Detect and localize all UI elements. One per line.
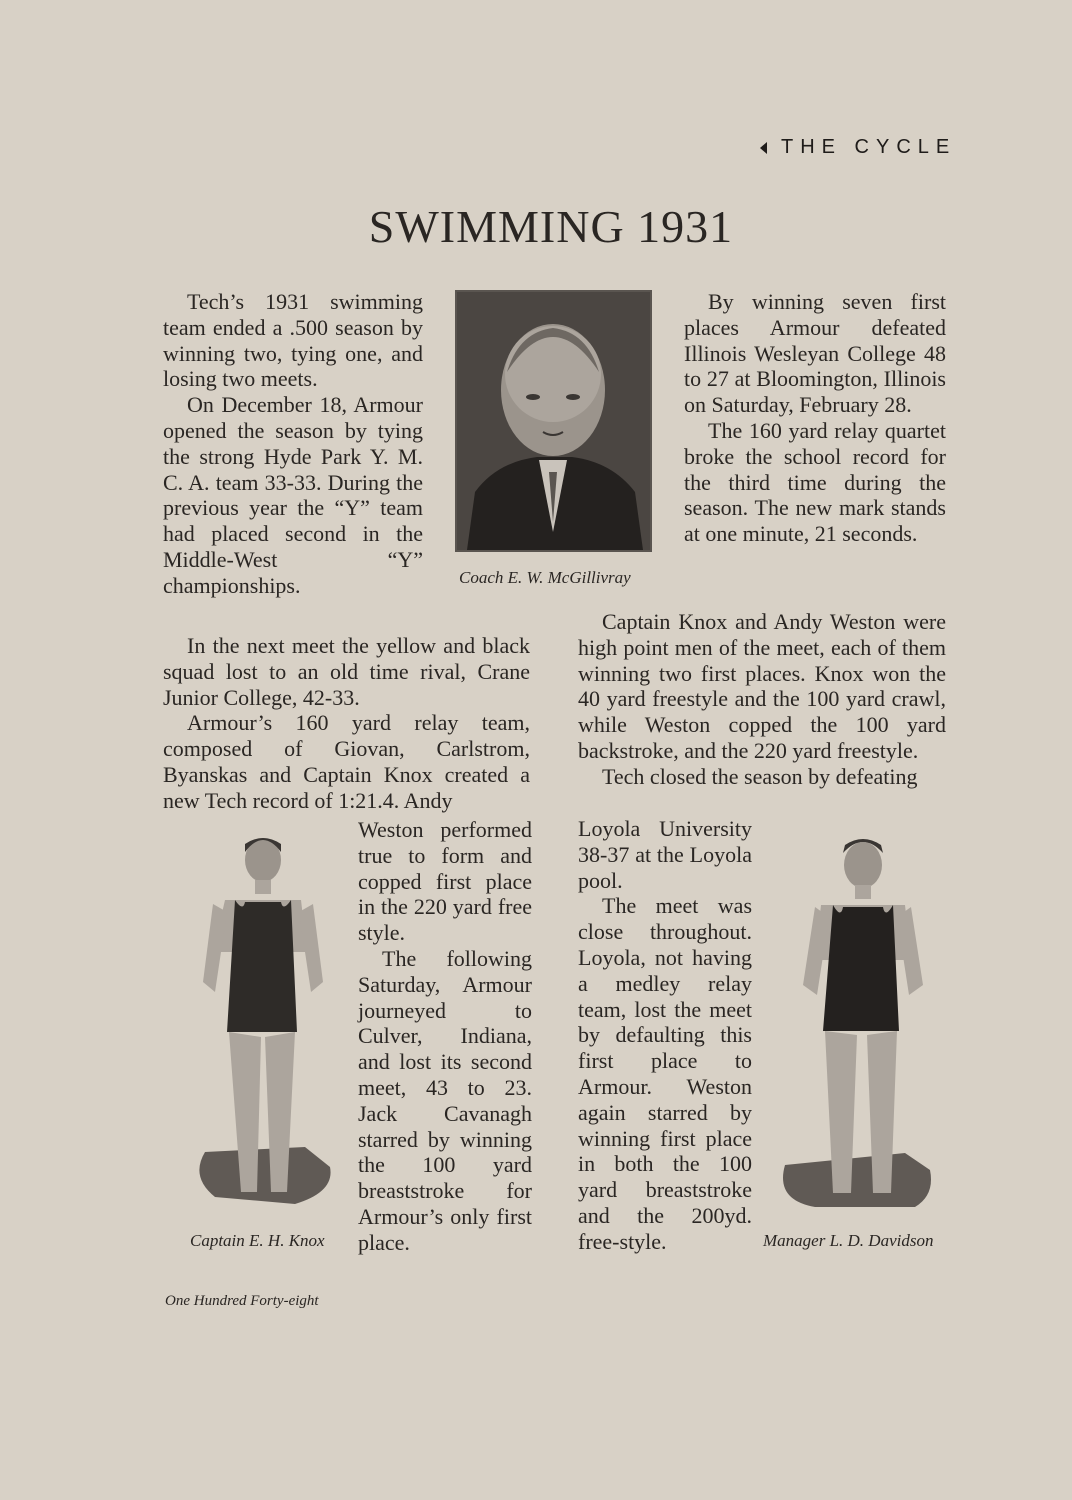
paragraph: The meet was close throughout. Loyola, not having a medley relay team, lost the meet by defaulting this first place to Armour. Weston again starred by winning first place in both the 100 yard breaststroke and the 200yd. free-style.: [578, 893, 752, 1254]
paragraph: Weston performed true to form and copped first place in the 220 yard free style.: [358, 817, 532, 946]
column-2-middle-text: [578, 609, 946, 790]
coach-portrait-image: [457, 292, 650, 550]
manager-caption: Manager L. D. Davidson: [763, 1231, 934, 1250]
running-title: THE CYCLE: [781, 136, 957, 158]
column-2-top-text: [684, 289, 946, 547]
page-number: One Hundred Forty-eight: [165, 1293, 319, 1309]
running-header: [760, 136, 960, 159]
captain-caption: Captain E. H. Knox: [190, 1231, 325, 1250]
paragraph: By winning seven first places Armour defeated Illinois Wesleyan College 48 to 27 at Bloomington, Illinois on Saturday, February 28.: [684, 289, 946, 418]
page-title: SWIMMING 1931: [368, 201, 734, 252]
paragraph: Tech’s 1931 swimming team ended a .500 season by winning two, tying one, and losing two meets.: [163, 289, 423, 392]
left-arrow-icon: [760, 142, 767, 154]
paragraph: The following Saturday, Armour journeyed to Culver, Indiana, and lost its second meet, 43 to 23. Jack Cavanagh starred by winning the 100 yard breaststroke for Armour’s only first place.: [358, 945, 532, 1255]
column-1-middle-text: [163, 633, 530, 814]
coach-photo: [455, 290, 652, 552]
manager-photo: [775, 835, 935, 1215]
column-2-bottom-text: [578, 816, 752, 1255]
column-1-bottom-text: [358, 817, 532, 1256]
paragraph: Loyola University 38-37 at the Loyola pool.: [578, 816, 752, 893]
paragraph: In the next meet the yellow and black squad lost to an old time rival, Crane Junior College, 42-33.: [163, 633, 530, 710]
coach-caption: Coach E. W. McGillivray: [459, 568, 631, 587]
column-1-top-text: [163, 289, 423, 599]
paragraph: On December 18, Armour opened the season by tying the strong Hyde Park Y. M. C. A. team 33-33. During the previous year the “Y” team had placed second in the Middle-West “Y” championships.: [163, 392, 423, 598]
paragraph: Captain Knox and Andy Weston were high point men of the meet, each of them winning two first places. Knox won the 40 yard freestyle and the 100 yard crawl, while Weston copped the 100 yard backstroke, and the 220 yard freestyle.: [578, 609, 946, 763]
paragraph: Armour’s 160 yard relay team, composed of Giovan, Carlstrom, Byanskas and Captain Knox created a new Tech record of 1:21.4. Andy: [163, 710, 530, 813]
paragraph: The 160 yard relay quartet broke the school record for the third time during the season. The new mark stands at one minute, 21 seconds.: [684, 417, 946, 547]
captain-photo: [185, 832, 340, 1210]
manager-figure-image: [775, 835, 935, 1215]
paragraph: Tech closed the season by defeating: [602, 763, 918, 789]
captain-figure-image: [185, 832, 340, 1210]
